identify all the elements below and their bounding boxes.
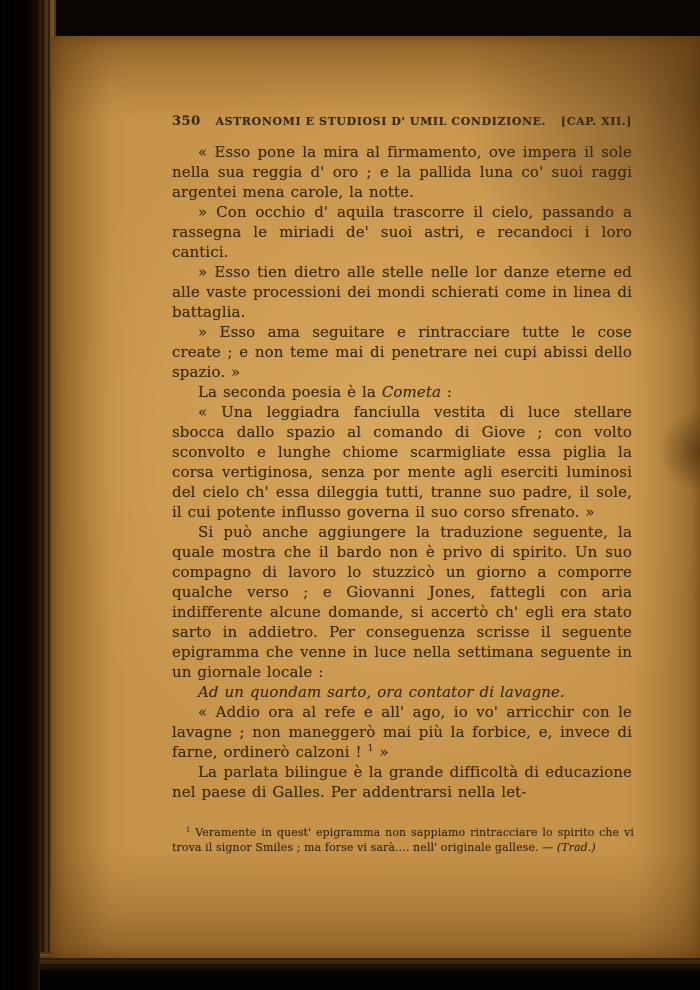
paragraph: » Esso tien dietro alle stelle nelle lor danze eterne ed alle vaste processioni dei mondi schierati come in linea di battaglia.: [172, 263, 632, 321]
paragraph: [172, 382, 632, 402]
paragraph-text: »: [373, 743, 389, 761]
page-body: [172, 142, 632, 802]
footnote-reference: 1: [367, 743, 374, 754]
running-header: [172, 114, 632, 129]
paragraph-text: :: [441, 383, 453, 401]
paragraph: La parlata bilingue è la grande difficoltà di educazione nel paese di Galles. Per addentrarsi nella let-: [172, 763, 632, 801]
footnote: [172, 826, 634, 855]
paragraph: » Con occhio d' aquila trascorre il cielo, passando a rassegna le miriadi de' suoi astri, e recandoci i loro cantici.: [172, 203, 632, 261]
book-edge-left: [0, 0, 56, 990]
paragraph: Si può anche aggiungere la traduzione seguente, la quale mostra che il bardo non è privo di spirito. Un suo compagno di lavoro lo stuzzicò un giorno a comporre qualche verso ; e Giovanni Jones, fattegli con aria indifferente alcune domande, si accertò ch' egli era stato sarto in addietro. Per conseguenza scrisse il seguente epigramma che venne in luce nella settimana seguente in un giornale locale :: [172, 523, 632, 681]
italic-text: Cometa: [381, 383, 442, 401]
paragraph: [172, 702, 632, 762]
italic-text: Ad un quondam sarto, ora contator di lavagne.: [198, 683, 565, 701]
italic-text: (Trad.): [556, 840, 596, 854]
footnote-body: Veramente in quest' epigramma non sappiamo rintracciare lo spirito che vi trova il signor Smiles ; ma forse vi sarà.... nell' originale gallese. —: [172, 826, 634, 854]
book-edge-top: [40, 0, 700, 40]
epigram-title: [172, 682, 632, 702]
book-page: [52, 36, 700, 958]
paragraph-text: « Addio ora al refe e all' ago, io vo' arricchir con le lavagne ; non maneggerò mai più la forbice, e, invece di farne, ordinerò calzoni !: [172, 703, 632, 761]
page-number: 350: [172, 114, 201, 129]
paragraph: « Esso pone la mira al firmamento, ove impera il sole nella sua reggia d' oro ; e la pallida luna co' suoi raggi argentei mena carole, la notte.: [172, 143, 632, 201]
paragraph: » Esso ama seguitare e rintracciare tutte le cose create ; e non teme mai di penetrare nei cupi abissi dello spazio. »: [172, 323, 632, 381]
footnote-text: [172, 826, 634, 855]
running-title: ASTRONOMI E STUDIOSI D' UMIL CONDIZIONE.: [215, 115, 547, 128]
chapter-label: [CAP. XII.]: [560, 115, 632, 128]
paragraph-text: La seconda poesia è la: [198, 383, 382, 401]
page-content: [172, 114, 632, 855]
footnote-marker: 1: [186, 825, 191, 834]
paragraph: « Una leggiadra fanciulla vestita di luce stellare sbocca dallo spazio al comando di Giove ; con volto sconvolto e lunghe chiome scarmigliate essa piglia la corsa vertiginosa, senza por mente agli eserciti luminosi del cielo ch' essa dileggia tutti, tranne suo padre, il sole, il cui potente influsso governa il suo corso sfrenato. »: [172, 403, 632, 521]
